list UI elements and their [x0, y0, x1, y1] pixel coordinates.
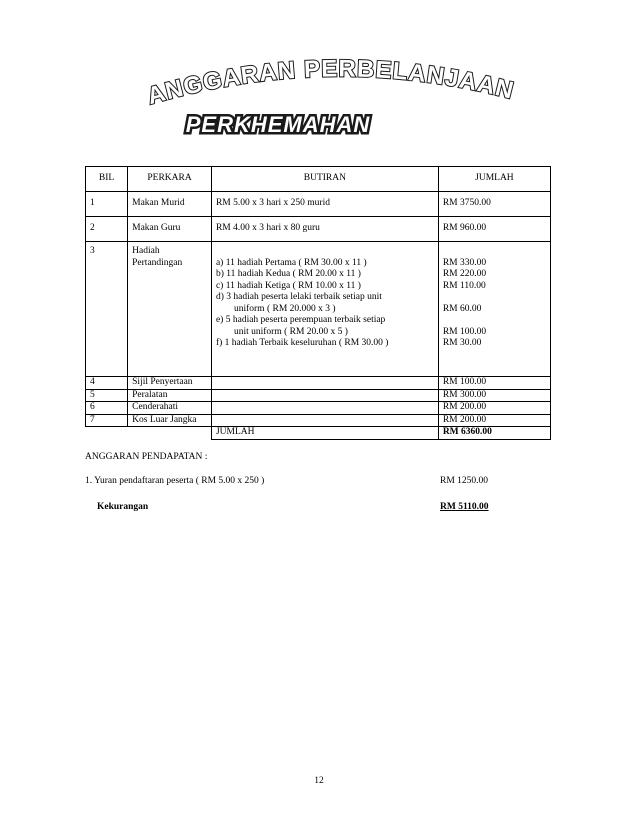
row-perkara: Peralatan	[128, 389, 212, 402]
row-butiran	[211, 377, 438, 390]
prize-item: b) 11 hadiah Kedua ( RM 20.00 x 11 )	[215, 269, 361, 279]
prize-amount: RM 110.00	[442, 280, 486, 291]
prize-items	[211, 242, 438, 377]
header-jumlah: JUMLAH	[438, 167, 550, 192]
row-perkara: Kos Luar Jangka	[128, 414, 212, 427]
row-butiran: RM 4.00 x 3 hari x 80 guru	[211, 217, 438, 242]
row-bil: 4	[86, 377, 128, 390]
row-perkara: Cenderahati	[128, 402, 212, 415]
income-item-label: 1. Yuran pendaftaran peserta ( RM 5.00 x 250 )	[85, 476, 265, 486]
prize-amount: RM 30.00	[442, 338, 482, 348]
table-row-prizes	[86, 242, 551, 377]
header-butiran: BUTIRAN	[211, 167, 438, 192]
row-jumlah: RM 3750.00	[438, 192, 550, 217]
row-perkara: Makan Murid	[128, 192, 212, 217]
row-bil: 7	[86, 414, 128, 427]
row-perkara	[128, 242, 212, 377]
page-title	[120, 52, 540, 162]
row-butiran	[211, 414, 438, 427]
total-label: JUMLAH	[211, 427, 438, 440]
table-row	[86, 377, 551, 390]
row-jumlah: RM 200.00	[438, 414, 550, 427]
table-row	[86, 389, 551, 402]
prize-amount: RM 330.00	[442, 257, 487, 268]
table-row	[86, 217, 551, 242]
total-blank	[128, 427, 212, 440]
prize-amounts	[438, 242, 550, 377]
budget-table	[85, 166, 551, 440]
table-total-row	[86, 427, 551, 440]
title-line1: ANGGARAN PERBELANJAAN	[144, 55, 517, 111]
title-line2: PERKHEMAHAN	[185, 112, 371, 137]
row-butiran	[211, 402, 438, 415]
perkara-line: Hadiah	[132, 246, 160, 256]
prize-item: c) 11 hadiah Ketiga ( RM 10.00 x 11 )	[215, 280, 361, 291]
prize-amount: RM 60.00	[442, 303, 482, 314]
page-number: 12	[314, 776, 324, 786]
header-bil: BIL	[86, 167, 128, 192]
prize-item: a) 11 hadiah Pertama ( RM 30.00 x 11 )	[215, 257, 367, 268]
income-item-value: RM 1250.00	[440, 476, 489, 486]
prize-item: f) 1 hadiah Terbaik keseluruhan ( RM 30.00 )	[215, 338, 389, 348]
header-perkara: PERKARA	[128, 167, 212, 192]
row-jumlah: RM 960.00	[438, 217, 550, 242]
row-bil: 2	[86, 217, 128, 242]
row-butiran: RM 5.00 x 3 hari x 250 murid	[211, 192, 438, 217]
title-graphic	[120, 52, 540, 162]
shortfall-value: RM 5110.00	[440, 502, 489, 512]
table-row	[86, 192, 551, 217]
row-perkara: Makan Guru	[128, 217, 212, 242]
row-butiran	[211, 389, 438, 402]
row-perkara: Sijil Penyertaan	[128, 377, 212, 390]
total-blank	[86, 427, 128, 440]
table-row	[86, 414, 551, 427]
prize-amount: RM 100.00	[442, 326, 487, 337]
total-value: RM 6360.00	[438, 427, 550, 440]
prize-item: e) 5 hadiah peserta perempuan terbaik setiap	[215, 315, 386, 325]
row-bil: 3	[86, 242, 128, 377]
row-jumlah: RM 200.00	[438, 402, 550, 415]
prize-item: d) 3 hadiah peserta lelaki terbaik setiap unit	[215, 292, 382, 302]
row-bil: 1	[86, 192, 128, 217]
row-bil: 5	[86, 389, 128, 402]
prize-item: unit uniform ( RM 20.00 x 5 )	[233, 326, 348, 337]
table-row	[86, 402, 551, 415]
table-header-row	[86, 167, 551, 192]
row-jumlah: RM 100.00	[438, 377, 550, 390]
prize-item: uniform ( RM 20.000 x 3 )	[233, 303, 336, 314]
row-bil: 6	[86, 402, 128, 415]
row-jumlah: RM 300.00	[438, 389, 550, 402]
shortfall-label: Kekurangan	[97, 502, 149, 512]
prize-amount: RM 220.00	[442, 269, 487, 279]
perkara-line: Pertandingan	[132, 257, 183, 268]
income-heading: ANGGARAN PENDAPATAN :	[85, 452, 208, 462]
